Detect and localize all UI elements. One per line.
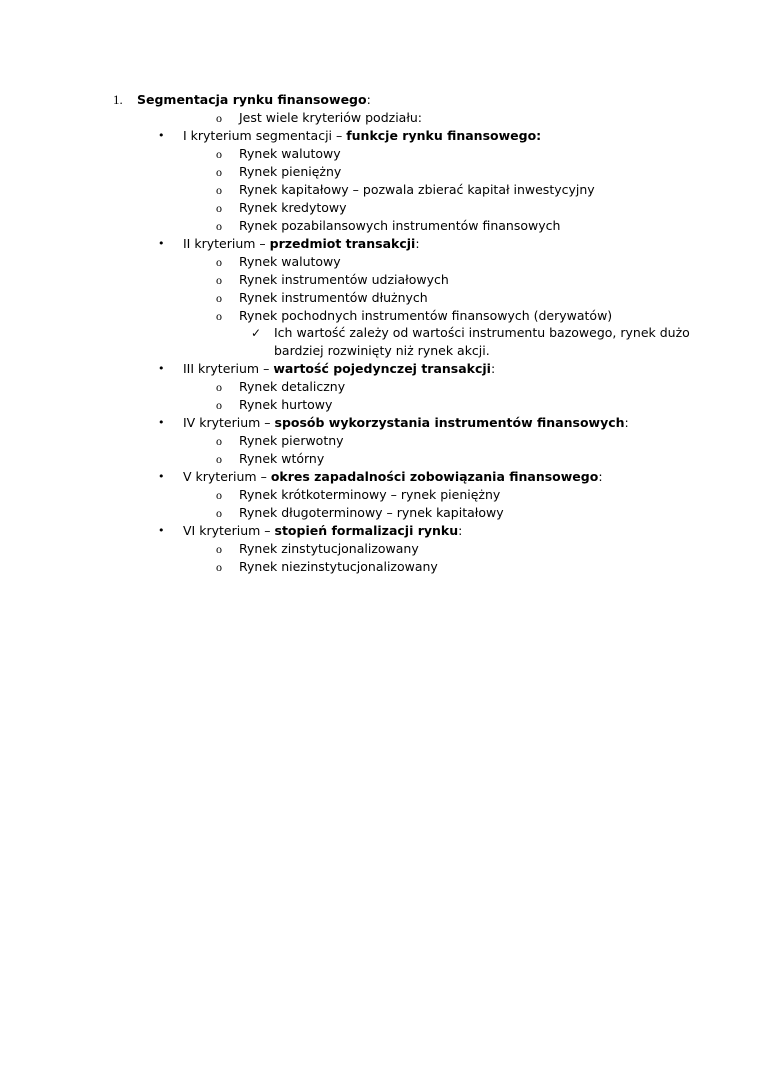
note-line: Ich wartość zależy od wartości instrumentu bazowego, rynek dużo <box>274 325 690 340</box>
bullet-icon: • <box>158 524 165 537</box>
circle-bullet-icon: o <box>216 542 222 556</box>
list-item: Rynek długoterminowy – rynek kapitałowy <box>239 505 504 520</box>
criterion-heading <box>183 127 541 145</box>
section-title: Segmentacja rynku finansowego <box>137 92 367 107</box>
circle-bullet-icon: o <box>216 434 222 448</box>
section-intro: Jest wiele kryteriów podziału: <box>239 110 423 125</box>
circle-bullet-icon: o <box>216 183 222 197</box>
list-item: Rynek zinstytucjonalizowany <box>239 541 419 556</box>
list-item: Rynek pierwotny <box>239 433 344 448</box>
note-line: bardziej rozwinięty niż rynek akcji. <box>274 343 490 358</box>
circle-bullet-icon: o <box>216 380 222 394</box>
list-item: Rynek instrumentów dłużnych <box>239 290 428 305</box>
list-item: Rynek niezinstytucjonalizowany <box>239 559 438 574</box>
bullet-icon: • <box>158 237 165 250</box>
circle-bullet-icon: o <box>216 165 222 179</box>
list-item: Rynek wtórny <box>239 451 325 466</box>
criterion-bold: stopień formalizacji rynku <box>274 523 459 538</box>
list-item: Rynek pieniężny <box>239 164 342 179</box>
criterion-prefix: III kryterium – <box>183 361 274 376</box>
list-item: Rynek krótkoterminowy – rynek pieniężny <box>239 487 501 502</box>
bullet-icon: • <box>158 362 165 375</box>
section-heading <box>137 91 371 109</box>
criterion-heading <box>183 235 420 253</box>
list-item: Rynek pozabilansowych instrumentów finansowych <box>239 218 561 233</box>
criterion-prefix: IV kryterium – <box>183 415 275 430</box>
circle-bullet-icon: o <box>216 452 222 466</box>
criterion-heading <box>183 360 495 378</box>
criterion-suffix: : <box>624 415 629 430</box>
criterion-prefix: V kryterium – <box>183 469 271 484</box>
criterion-prefix: II kryterium – <box>183 236 270 251</box>
list-item: Rynek instrumentów udziałowych <box>239 272 449 287</box>
criterion-heading <box>183 414 629 432</box>
bullet-icon: • <box>158 470 165 483</box>
bullet-icon: • <box>158 129 165 142</box>
criterion-suffix: : <box>415 236 420 251</box>
circle-bullet-icon: o <box>216 506 222 520</box>
list-item: Rynek kapitałowy – pozwala zbierać kapitał inwestycyjny <box>239 182 595 197</box>
circle-bullet-icon: o <box>216 309 222 323</box>
circle-bullet-icon: o <box>216 291 222 305</box>
list-item: Rynek walutowy <box>239 254 341 269</box>
criterion-bold: sposób wykorzystania instrumentów finansowych <box>274 415 625 430</box>
criterion-bold: przedmiot transakcji <box>269 236 416 251</box>
criterion-suffix: : <box>490 361 496 376</box>
criterion-suffix: : <box>458 523 463 538</box>
list-item: Rynek pochodnych instrumentów finansowych (derywatów) <box>239 308 613 323</box>
criterion-heading <box>183 522 462 540</box>
circle-bullet-icon: o <box>216 255 222 269</box>
section-title-colon: : <box>366 92 371 107</box>
circle-bullet-icon: o <box>216 147 222 161</box>
criterion-heading <box>183 468 603 486</box>
circle-bullet-icon: o <box>216 111 222 125</box>
list-item: Rynek kredytowy <box>239 200 347 215</box>
list-item: Rynek walutowy <box>239 146 341 161</box>
circle-bullet-icon: o <box>216 398 222 412</box>
circle-bullet-icon: o <box>216 219 222 233</box>
bullet-icon: • <box>158 416 165 429</box>
criterion-prefix: VI kryterium – <box>183 523 275 538</box>
section-number: 1. <box>113 92 123 107</box>
circle-bullet-icon: o <box>216 560 222 574</box>
list-item: Rynek hurtowy <box>239 397 333 412</box>
circle-bullet-icon: o <box>216 488 222 502</box>
criterion-prefix: I kryterium segmentacji – <box>183 128 347 143</box>
criterion-bold: wartość pojedynczej transakcji <box>273 361 491 376</box>
criterion-bold: okres zapadalności zobowiązania finansowego <box>270 469 599 484</box>
circle-bullet-icon: o <box>216 273 222 287</box>
criterion-suffix: : <box>598 469 603 484</box>
circle-bullet-icon: o <box>216 201 222 215</box>
list-item: Rynek detaliczny <box>239 379 346 394</box>
criterion-bold: funkcje rynku finansowego: <box>346 128 542 143</box>
checkmark-icon: ✓ <box>251 326 262 340</box>
